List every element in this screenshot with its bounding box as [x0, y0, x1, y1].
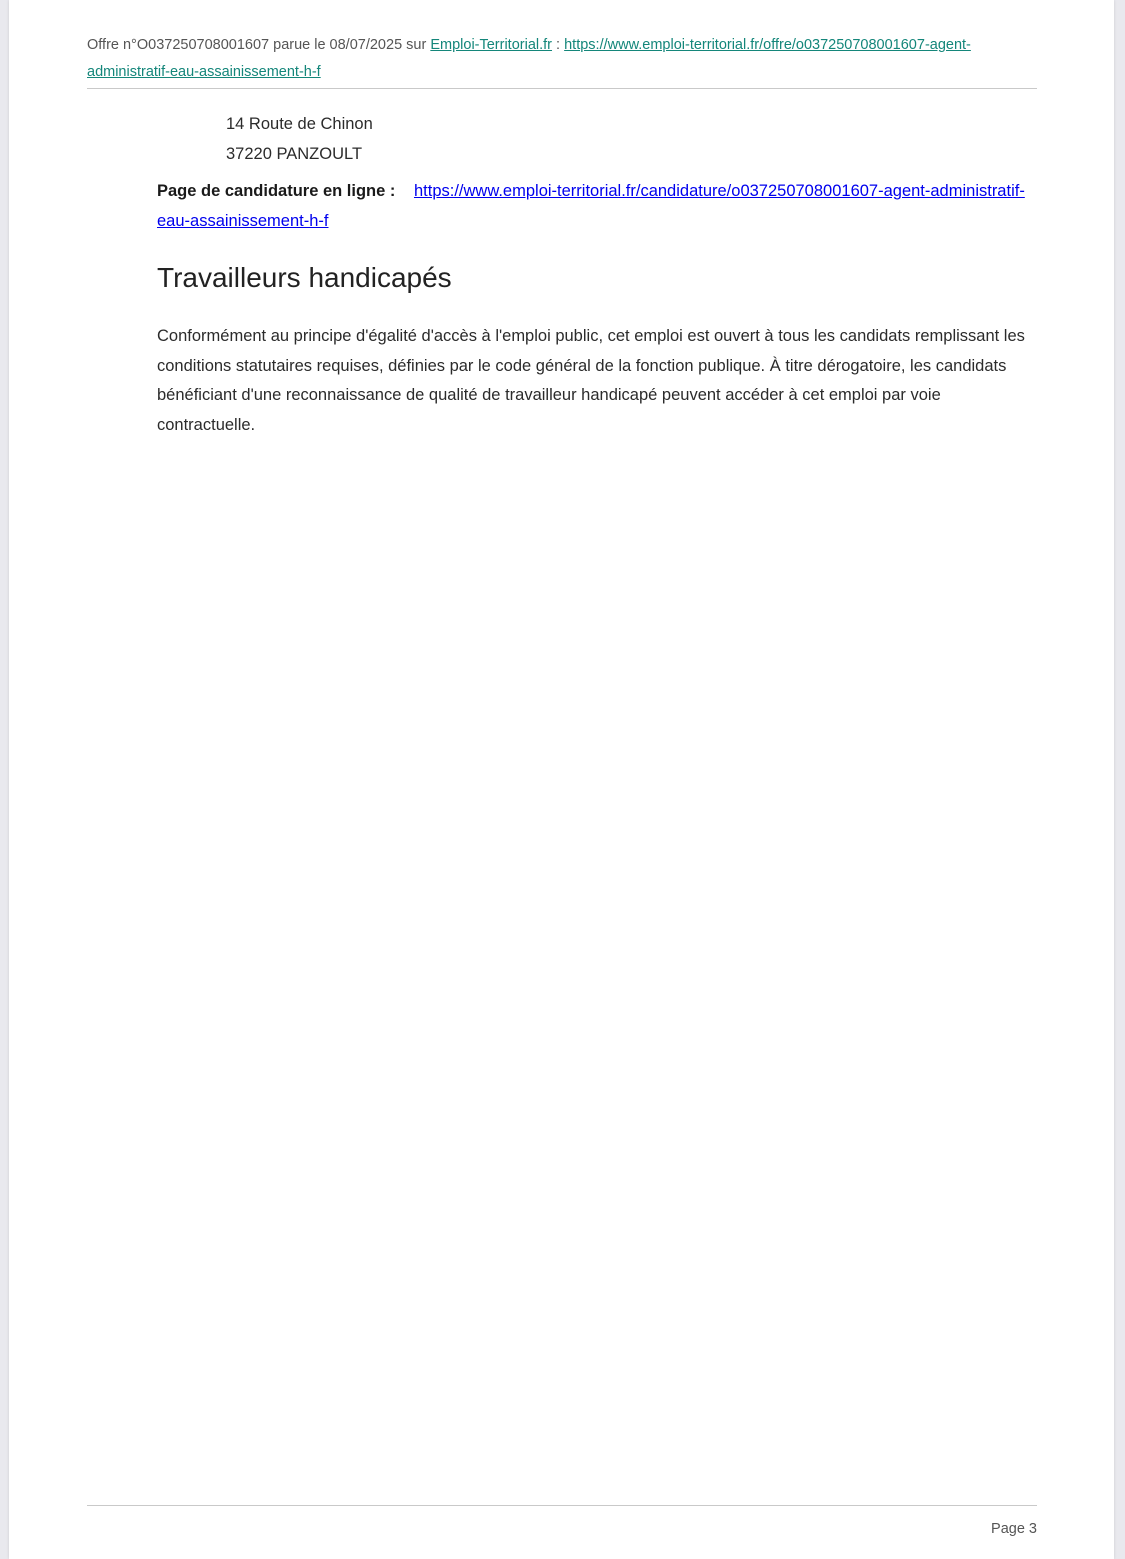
- offer-reference-text: Offre n°O037250708001607 parue le 08/07/2025 sur: [87, 37, 427, 53]
- section-title: Travailleurs handicapés: [157, 262, 452, 293]
- page-header: [87, 32, 1037, 86]
- application-url-link[interactable]: https://www.emploi-territorial.fr/candidature/o037250708001607-agent-administratif-eau-assainissement-h-f: [157, 182, 1025, 230]
- address-city: 37220 PANZOULT: [226, 144, 363, 163]
- emploi-territorial-link[interactable]: Emploi-Territorial.fr: [430, 37, 553, 53]
- footer-divider: [87, 1505, 1037, 1506]
- header-separator: :: [556, 37, 561, 53]
- header-divider: [87, 88, 1037, 89]
- document-page: [9, 0, 1114, 1559]
- application-label: Page de candidature en ligne :: [157, 182, 396, 200]
- application-page: [157, 176, 1037, 236]
- offer-url-link[interactable]: https://www.emploi-territorial.fr/offre/o037250708001607-agent-administratif-eau-assainissement-h-f: [87, 37, 971, 80]
- address-street: 14 Route de Chinon: [226, 115, 373, 133]
- employer-address: [226, 110, 373, 169]
- page-number: Page 3: [991, 1521, 1037, 1537]
- section-paragraph: Conformément au principe d'égalité d'accès à l'emploi public, cet emploi est ouvert à tous les candidats remplissant les conditions statutaires requises, définies par le code général de la fonction publique. À titre dérogatoire, les candidats bénéficiant d'une reconnaissance de qualité de travailleur handicapé peuvent accéder à cet emploi par voie contractuelle.: [157, 327, 1025, 435]
